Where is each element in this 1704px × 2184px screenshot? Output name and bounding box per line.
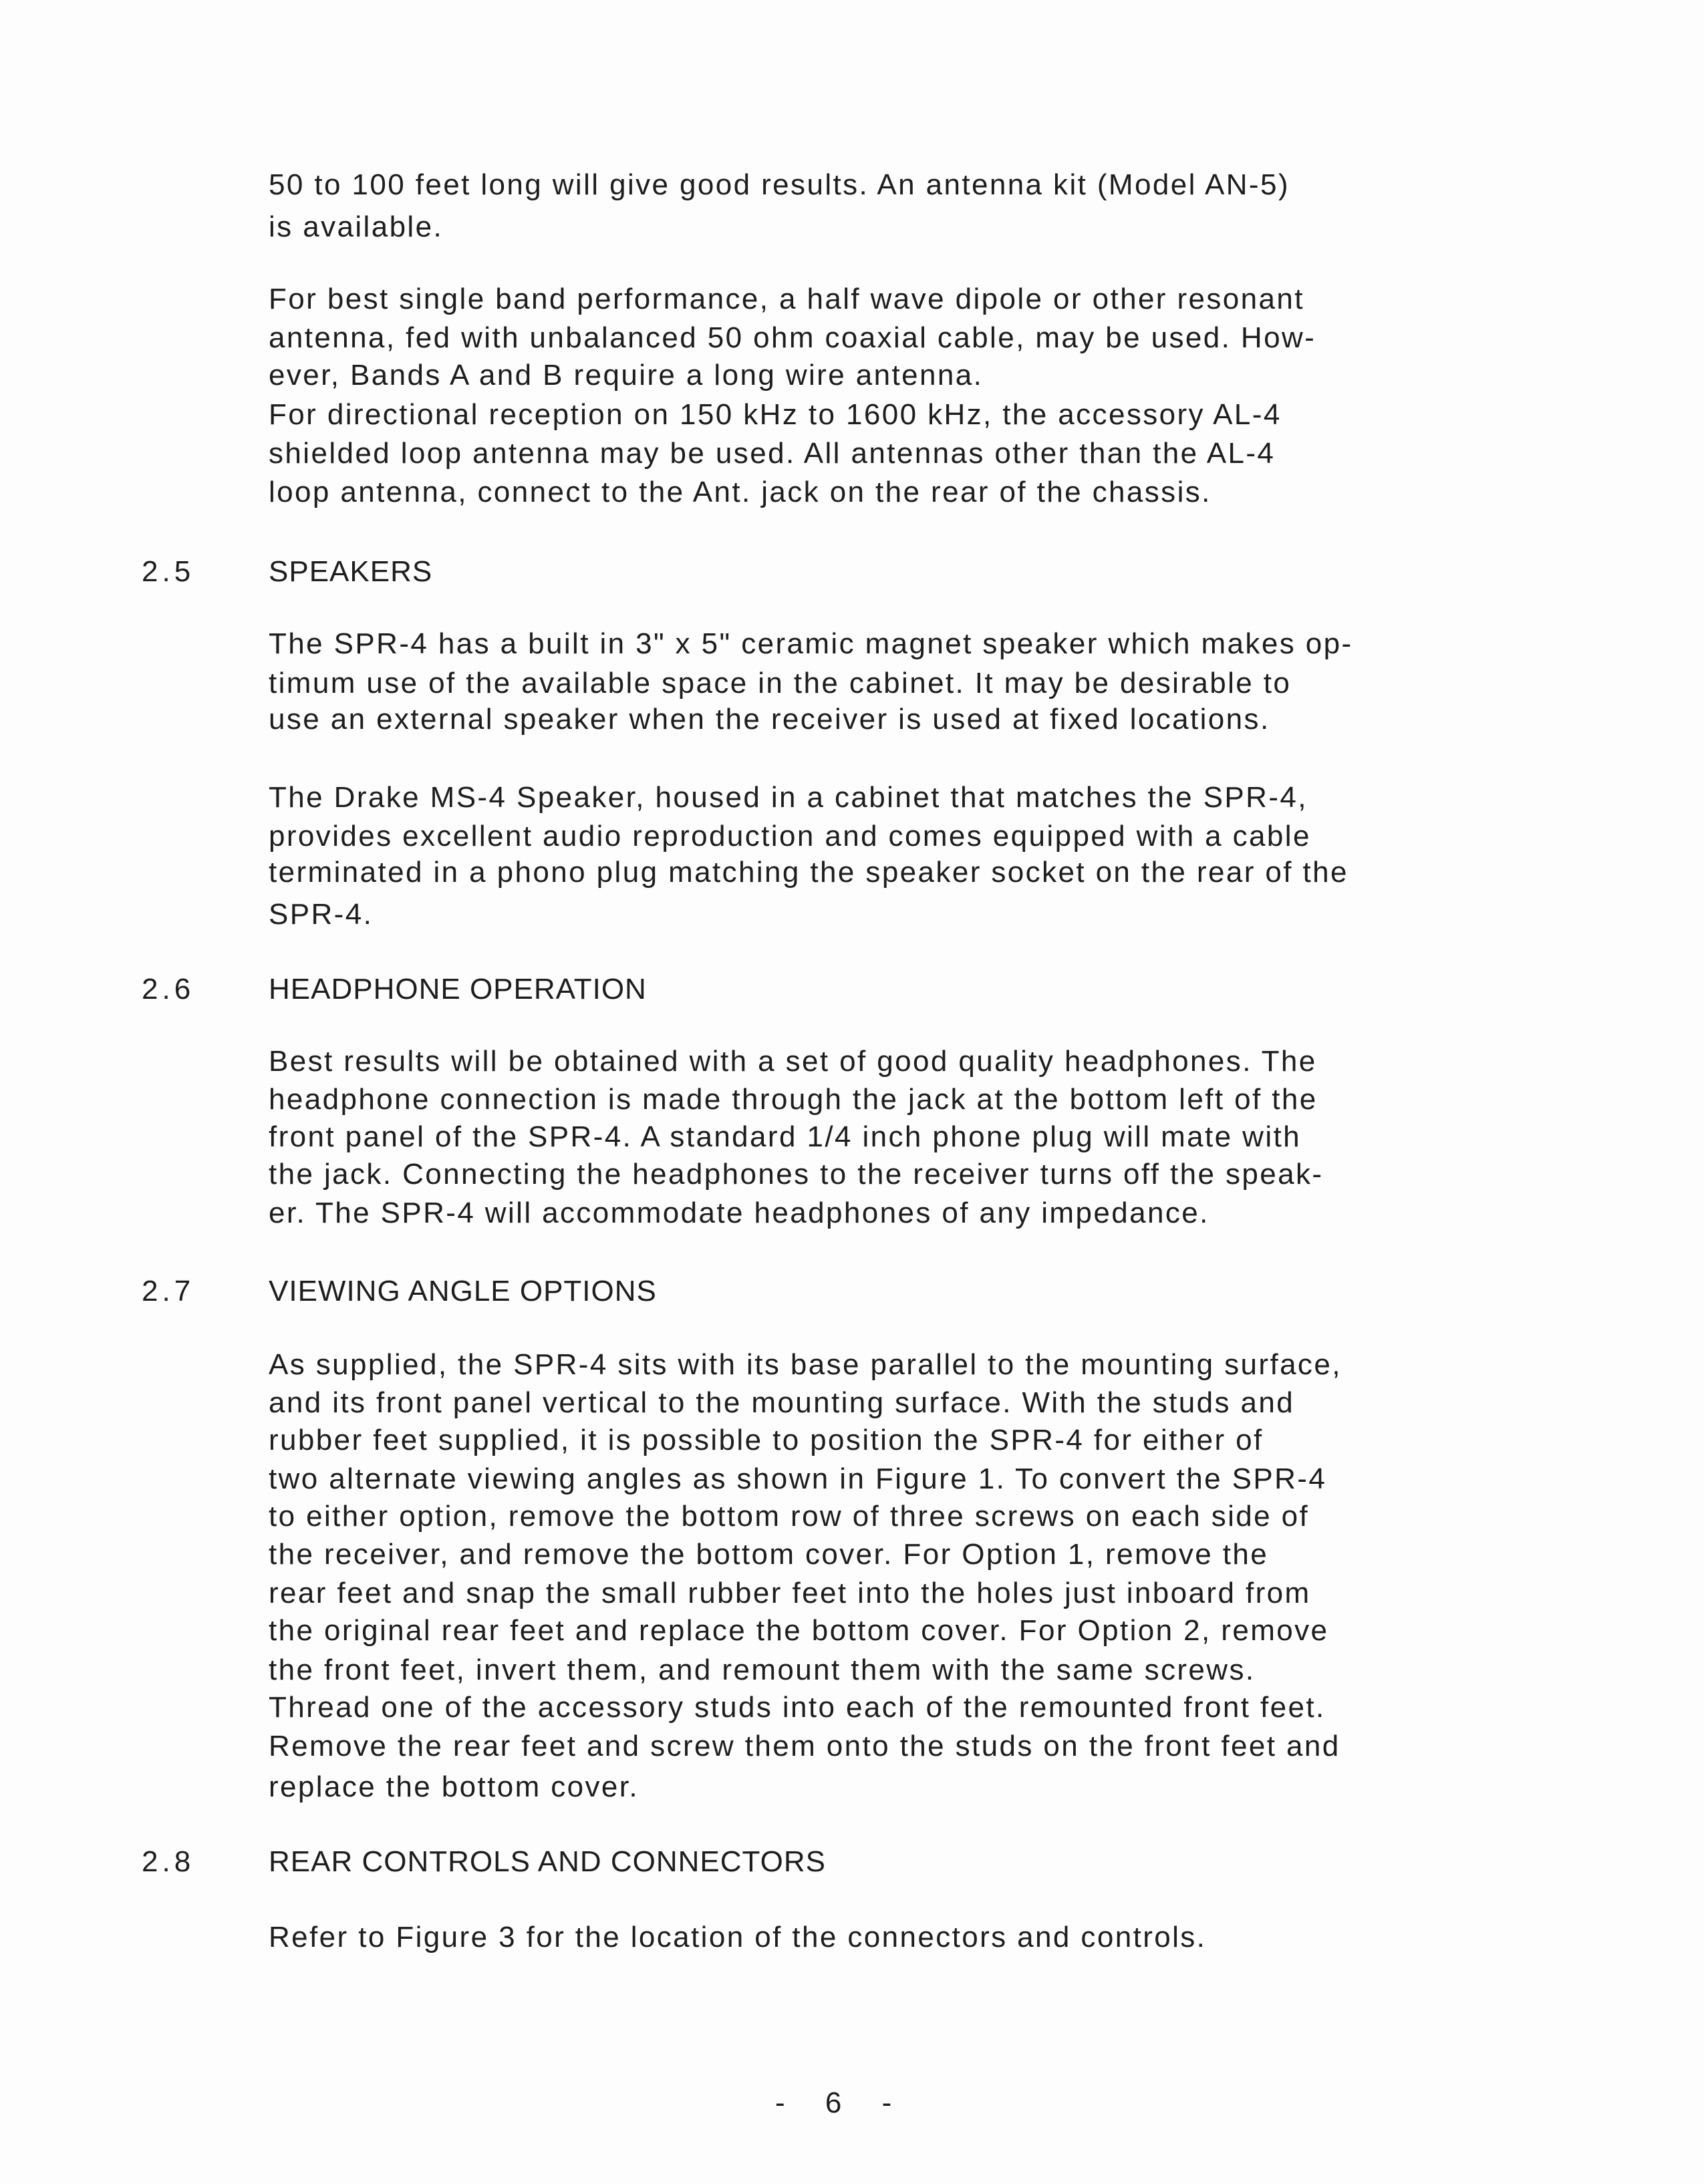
text-line: rear feet and snap the small rubber feet into the holes just inboard from [269, 1577, 1311, 1609]
text-line: use an external speaker when the receiver is used at fixed locations. [269, 703, 1270, 736]
page-number: - 6 - [775, 2086, 908, 2119]
text-line: The SPR-4 has a built in 3" x 5" ceramic magnet speaker which makes op- [269, 627, 1353, 660]
text-line: ever, Bands A and B require a long wire antenna. [269, 359, 984, 392]
section-heading: VIEWING ANGLE OPTIONS [269, 1275, 657, 1307]
text-line: For best single band performance, a half wave dipole or other resonant [269, 283, 1304, 315]
section-number: 2.8 [142, 1845, 195, 1878]
text-line: rubber feet supplied, it is possible to position the SPR-4 for either of [269, 1424, 1264, 1456]
text-line: and its front panel vertical to the mounting surface. With the studs and [269, 1386, 1295, 1419]
text-line: The Drake MS-4 Speaker, housed in a cabinet that matches the SPR-4, [269, 781, 1308, 814]
section-heading: HEADPHONE OPERATION [269, 973, 647, 1005]
text-line: the original rear feet and replace the bottom cover. For Option 2, remove [269, 1614, 1329, 1647]
section-number: 2.5 [142, 555, 195, 588]
section-number: 2.7 [142, 1275, 195, 1307]
text-line: the front feet, invert them, and remount them with the same screws. [269, 1654, 1256, 1686]
text-line: is available. [269, 210, 444, 243]
text-line: the receiver, and remove the bottom cover. For Option 1, remove the [269, 1538, 1269, 1571]
text-line: SPR-4. [269, 898, 374, 931]
text-line: For directional reception on 150 kHz to 1600 kHz, the accessory AL-4 [269, 398, 1282, 431]
text-line: front panel of the SPR-4. A standard 1/4 inch phone plug will mate with [269, 1120, 1302, 1153]
text-line: timum use of the available space in the cabinet. It may be desirable to [269, 667, 1292, 699]
text-line: Best results will be obtained with a set of good quality headphones. The [269, 1045, 1317, 1078]
text-line: to either option, remove the bottom row of three screws on each side of [269, 1500, 1310, 1533]
section-heading: REAR CONTROLS AND CONNECTORS [269, 1845, 826, 1878]
text-line: Thread one of the accessory studs into each of the remounted front feet. [269, 1691, 1326, 1724]
text-line: headphone connection is made through the jack at the bottom left of the [269, 1083, 1318, 1116]
text-line: Remove the rear feet and screw them onto the studs on the front feet and [269, 1730, 1340, 1762]
text-line: shielded loop antenna may be used. All antennas other than the AL-4 [269, 437, 1276, 470]
text-line: the jack. Connecting the headphones to the receiver turns off the speak- [269, 1158, 1324, 1191]
text-line: antenna, fed with unbalanced 50 ohm coaxial cable, may be used. How- [269, 321, 1316, 354]
text-line: loop antenna, connect to the Ant. jack on the rear of the chassis. [269, 476, 1212, 508]
text-line: replace the bottom cover. [269, 1770, 640, 1803]
text-line: Refer to Figure 3 for the location of the connectors and controls. [269, 1921, 1207, 1954]
text-line: two alternate viewing angles as shown in Figure 1. To convert the SPR-4 [269, 1462, 1327, 1495]
text-line: As supplied, the SPR-4 sits with its base parallel to the mounting surface, [269, 1348, 1342, 1381]
text-line: provides excellent audio reproduction and comes equipped with a cable [269, 820, 1311, 852]
text-line: er. The SPR-4 will accommodate headphones of any impedance. [269, 1197, 1210, 1229]
text-line: 50 to 100 feet long will give good results. An antenna kit (Model AN-5) [269, 168, 1290, 201]
section-heading: SPEAKERS [269, 555, 433, 588]
section-number: 2.6 [142, 973, 195, 1005]
text-line: terminated in a phono plug matching the speaker socket on the rear of the [269, 856, 1348, 889]
